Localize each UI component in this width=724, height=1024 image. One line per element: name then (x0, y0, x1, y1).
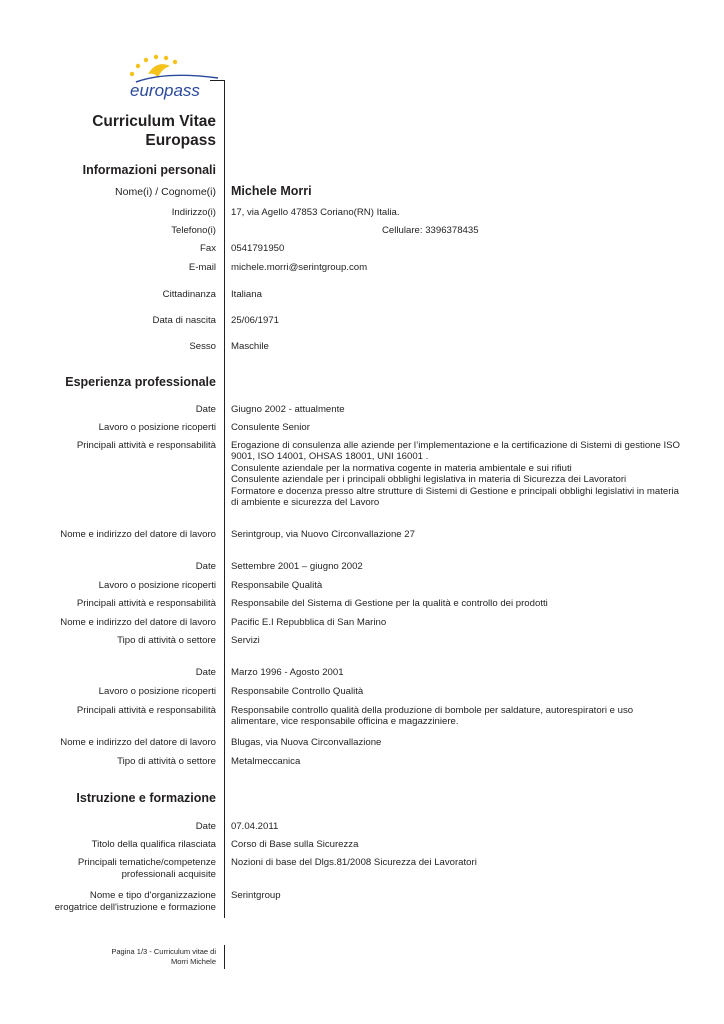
job2-sector-label: Tipo di attività o settore (117, 635, 216, 646)
sex-label: Sesso (189, 341, 216, 352)
job2-role: Responsabile Qualità (231, 580, 323, 591)
citizenship-value: Italiana (231, 289, 262, 300)
job3-sector: Metalmeccanica (231, 756, 301, 767)
job3-date: Marzo 1996 - Agosto 2001 (231, 667, 344, 678)
name-label: Nome(i) / Cognome(i) (115, 186, 216, 198)
full-name: Michele Morri (231, 184, 312, 198)
column-divider (224, 80, 225, 918)
job1-role: Consulente Senior (231, 422, 310, 433)
europass-logo (118, 52, 230, 104)
job2-resp-label: Principali attività e responsabilità (76, 598, 216, 609)
edu-topics-label: Principali tematiche/competenze professionali acquisite (77, 857, 216, 880)
job1-role-label: Lavoro o posizione ricoperti (98, 422, 216, 433)
edu-topics: Nozioni di base del Dlgs.81/2008 Sicurezza dei Lavoratori (231, 857, 477, 868)
job1-employer-label: Nome e indirizzo del datore di lavoro (60, 529, 216, 540)
fax-value: 0541791950 (231, 243, 285, 254)
job3-sector-label: Tipo di attività o settore (117, 756, 216, 767)
job2-sector: Servizi (231, 635, 260, 646)
cv-title: Curriculum Vitae Europass (92, 113, 216, 149)
job1-date-label: Date (195, 404, 216, 415)
job1-employer: Serintgroup, via Nuovo Circonvallazione 27 (231, 529, 415, 540)
mobile-value: Cellulare: 3396378435 (382, 225, 479, 236)
edu-org-label: Nome e tipo d'organizzazione erogatrice dell'istruzione e formazione (54, 890, 216, 913)
job3-resp-label: Principali attività e responsabilità (76, 705, 216, 716)
svg-text:europass: europass (130, 81, 200, 100)
job3-role: Responsabile Controllo Qualità (231, 686, 364, 697)
job3-employer: Blugas, via Nuova Circonvallazione (231, 737, 382, 748)
job2-date-label: Date (195, 561, 216, 572)
job1-resp-label: Principali attività e responsabilità (76, 440, 216, 451)
address-value: 17, via Agello 47853 Coriano(RN) Italia. (231, 207, 400, 218)
job2-employer-label: Nome e indirizzo del datore di lavoro (60, 617, 216, 628)
job2-role-label: Lavoro o posizione ricoperti (98, 580, 216, 591)
fax-label: Fax (200, 243, 216, 254)
email-label: E-mail (188, 262, 216, 273)
header-rule (210, 80, 225, 81)
job3-employer-label: Nome e indirizzo del datore di lavoro (60, 737, 216, 748)
citizenship-label: Cittadinanza (162, 289, 216, 300)
footer-divider (224, 945, 225, 969)
job3-resp: Responsabile controllo qualità della produzione di bombole per saldature, autorespiratori e uso alimentare, vice responsabile officina e magazziniere. (231, 705, 634, 728)
page-footer: Pagina 1/3 - Curriculum vitae di Morri Michele (111, 947, 216, 966)
edu-qualification-label: Titolo della qualifica rilasciata (91, 839, 216, 850)
birth-value: 25/06/1971 (231, 315, 280, 326)
edu-date: 07.04.2011 (231, 821, 279, 832)
address-label: Indirizzo(i) (171, 207, 216, 218)
job1-date: Giugno 2002 - attualmente (231, 404, 345, 415)
birth-label: Data di nascita (152, 315, 216, 326)
edu-date-label: Date (195, 821, 216, 832)
job2-date: Settembre 2001 – giugno 2002 (231, 561, 363, 572)
job1-resp: Erogazione di consulenza alle aziende per l’implementazione e la certificazione di Sistemi di gestione ISO 9001, ISO 14001, OHSAS 18001, UNI 16001 . Consulente aziendale per la normativa cogente in materia ambientale e sui rifiuti Consulente aziendale per i principali obblighi legislativa in materia di Sicurezza dei Lavoratori Formatore e docenza presso altre strutture di Sistemi di Gestione e principali obblighi legislativi in materia di ambiente e sicurezza del Lavoro (231, 440, 681, 509)
edu-qualification: Corso di Base sulla Sicurezza (231, 839, 359, 850)
phone-label: Telefono(i) (171, 225, 216, 236)
section-title-personal: Informazioni personali (82, 163, 216, 177)
section-title-experience: Esperienza professionale (65, 375, 216, 389)
email-value[interactable]: michele.morri@serintgroup.com (231, 262, 368, 273)
job3-role-label: Lavoro o posizione ricoperti (98, 686, 216, 697)
job2-resp: Responsabile del Sistema di Gestione per la qualità e controllo dei prodotti (231, 598, 548, 609)
job2-employer: Pacific E.I Repubblica di San Marino (231, 617, 387, 628)
job3-date-label: Date (195, 667, 216, 678)
section-title-education: Istruzione e formazione (76, 791, 216, 805)
sex-value: Maschile (231, 341, 269, 352)
edu-org: Serintgroup (231, 890, 281, 901)
